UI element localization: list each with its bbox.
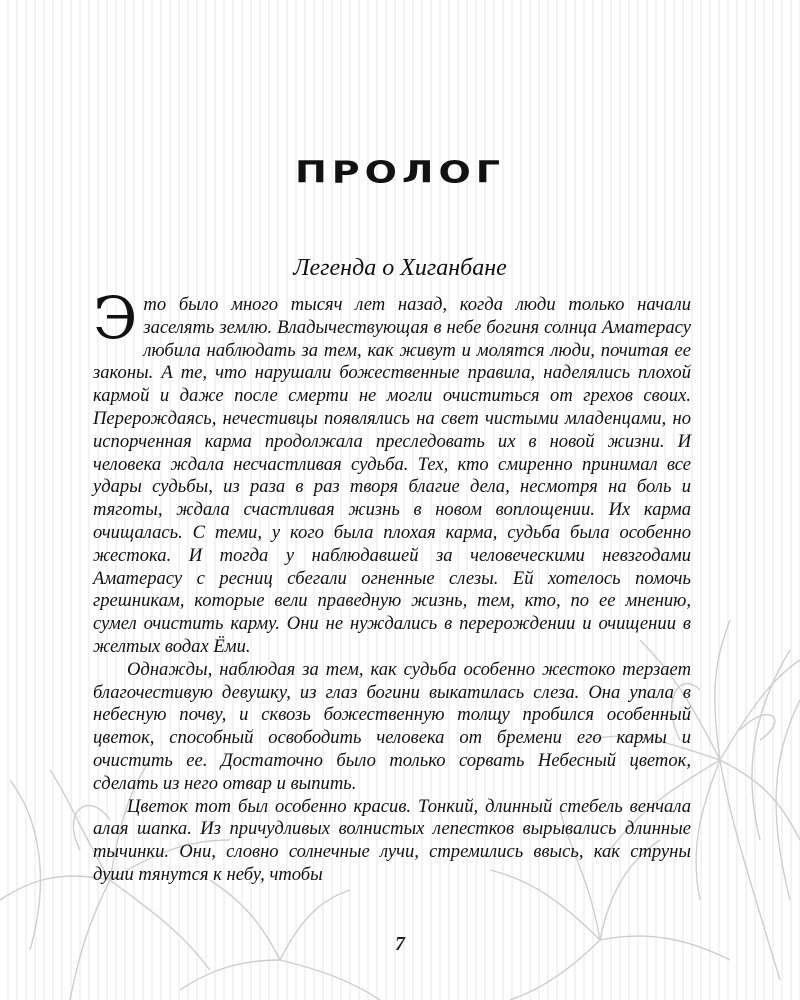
drop-cap: Э (93, 284, 138, 352)
paragraph-1-text: то было много тысяч лет назад, когда люди только начали заселять землю. Владычествующая в небе богиня солнца Аматерасу любила наблюдать за тем, как живут и молятся люди, почитая ее законы. А те, что нарушали божественные правила, наделялись плохой кармой и даже после смерти не могли очиститься от грехов своих. Перерождаясь, нечестивцы появлялись на свет чистыми младенцами, но испорченная карма продолжала преследовать их в новой жизни. И человека ждала несчастливая судьба. Тех, кто смиренно принимал все удары судьбы, из раза в раз творя благие дела, несмотря на боль и тяготы, ждала счастливая жизнь в новом воплощении. Их карма очищалась. С теми, у кого была плохая карма, судьба была особенно жестока. И тогда у наблюдавшей за человеческими невзгодами Аматерасу с ресниц сбегали огненные слезы. Ей хотелось помочь грешникам, которые вели праведную жизнь, тем, кто, по ее мнению, сумел очистить карму. Они не нуждались в перерождении и очищении в желтых водах Ёми. (93, 294, 691, 657)
paragraph-2: Однажды, наблюдая за тем, как судьба особенно жестоко терзает благочестивую девушку, из глаз богини выкатилась слеза. Она упала в небесную почву, и сквозь божественную толщу пробился особенный цветок, способный освободить человека от бремени его кармы и очистить ее. Достаточно было только сорвать Небесный цветок, сделать из него отвар и выпить. (93, 658, 691, 794)
chapter-title: ПРОЛОГ (294, 154, 506, 190)
body-text (93, 284, 691, 887)
page-number: 7 (395, 933, 405, 955)
paragraph-1 (93, 284, 691, 659)
paragraph-3: Цветок тот был особенно красив. Тонкий, длинный стебель венчала алая шапка. Из причудливых волнистых лепестков вырывались длинные тычинки. Они, словно солнечные лучи, стремились ввысь, как струны души тянутся к небу, чтобы (93, 795, 691, 885)
section-subtitle: Легенда о Хиганбане (293, 255, 507, 281)
